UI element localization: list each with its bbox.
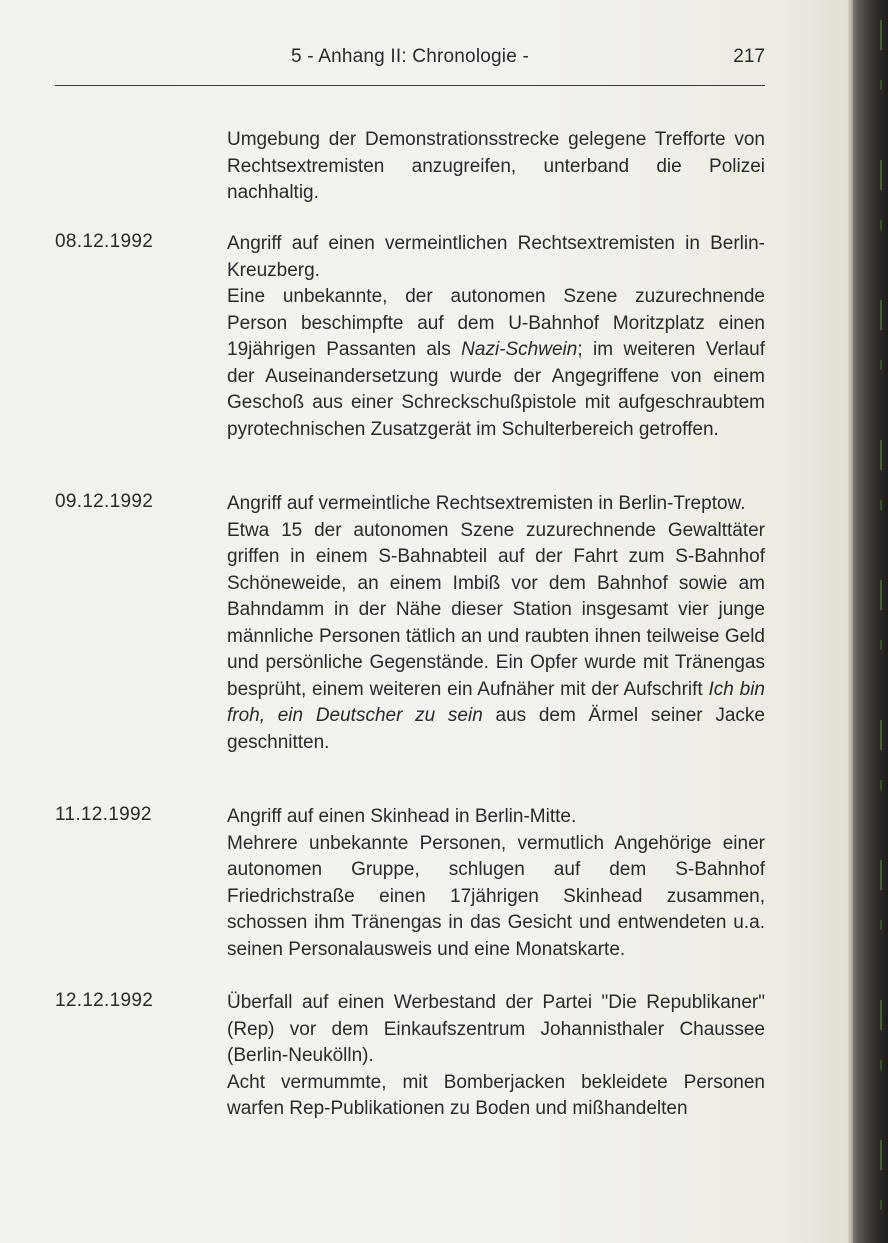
entry-headline: Überfall auf einen Werbestand der Partei "Die Republikaner" (Rep) vor dem Einkaufszentrum Johannisthaler Chaussee (Berlin-Neukölln). <box>227 992 765 1066</box>
entry-text <box>227 231 765 443</box>
entry-body <box>227 284 765 443</box>
header-divider <box>55 85 765 86</box>
entry-text <box>227 804 765 963</box>
entry-text <box>227 491 765 756</box>
entry-date: 12.12.1992 <box>55 990 154 1011</box>
entry-body-text: aus dem Ärmel seiner Jacke geschnitten. <box>227 705 765 753</box>
entry-body-text: Eine unbekannte, der autonomen Szene zuzurechnende Person beschimpfte auf dem U-Bahnhof Moritzplatz einen 19jährigen Passanten als <box>227 286 765 360</box>
entry-body: Mehrere unbekannte Personen, vermutlich Angehörige einer autonomen Gruppe, schlugen auf dem S-Bahnhof Friedrichstraße einen 17jährigen Skinhead zusammen, schossen ihm Tränengas in das Gesicht und entwendeten u.a. seinen Personalausweis und eine Monatskarte. <box>227 832 765 960</box>
page-header <box>55 46 765 86</box>
entry-headline: Angriff auf einen Skinhead in Berlin-Mitte. <box>227 806 577 827</box>
entry-body <box>227 518 765 757</box>
entry-body-text: Etwa 15 der autonomen Szene zuzurechnende Gewalttäter griffen in einem S-Bahnabteil auf der Fahrt zum S-Bahnhof Schöneweide, an einem Imbiß vor dem Bahnhof sowie am Bahndamm in der Nähe dieser Station insgesamt vier junge männliche Personen tätlich an und raubten ihnen teilweise Geld und persönliche Gegenstände. Ein Opfer wurde mit Tränengas besprüht, einem weiteren ein Aufnäher mit der Aufschrift <box>227 519 765 700</box>
entry-text <box>227 990 765 1123</box>
entry-paragraph: Umgebung der Demonstrationsstrecke gelegene Trefforte von Rechtsextremisten anzugreifen, unterband die Polizei nachhaltig. <box>227 129 765 203</box>
entry-date: 08.12.1992 <box>55 231 154 252</box>
entry-body: Acht vermummte, mit Bomberjacken bekleidete Personen warfen Rep-Publikationen zu Boden und mißhandelten <box>227 1071 765 1119</box>
book-spine-edge <box>848 0 888 1243</box>
entry-body-quote: Nazi-Schwein <box>461 339 578 360</box>
entry-headline: Angriff auf einen vermeintlichen Rechtsextremisten in Berlin-Kreuzberg. <box>227 233 765 281</box>
entry-text <box>227 127 765 207</box>
page-number: 217 <box>733 46 765 67</box>
entry-date: 09.12.1992 <box>55 491 154 512</box>
entry-date: 11.12.1992 <box>55 804 152 825</box>
entry-body-text: ; im weiteren Verlauf der Auseinandersetzung wurde der Angegriffene von einem Geschoß aus einer Schreckschußpistole mit aufgeschraubtem pyrotechnischen Zusatzgerät im Schulterbereich getroffen. <box>227 339 765 440</box>
entry-headline: Angriff auf vermeintliche Rechtsextremisten in Berlin-Treptow. <box>227 493 746 514</box>
running-title: 5 - Anhang II: Chronologie - <box>291 46 529 67</box>
entry-body-quote: Ich bin froh, ein Deutscher zu sein <box>227 678 765 726</box>
